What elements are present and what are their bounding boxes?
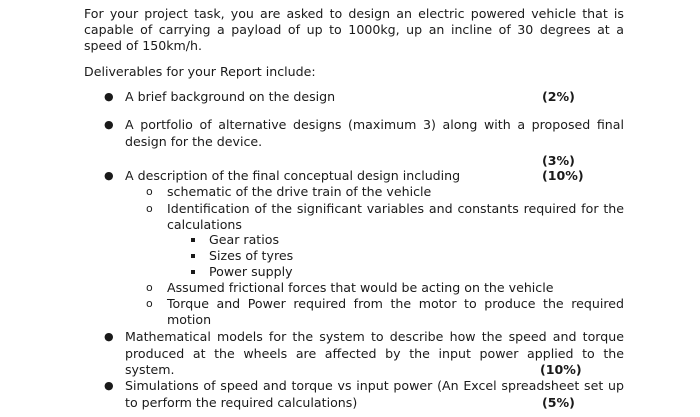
square-bullet-icon xyxy=(191,238,195,242)
bullet-icon: ● xyxy=(104,90,114,103)
sub-torque-line-2: motion xyxy=(167,312,212,327)
item-simulations-line-1: Simulations of speed and torque vs input power (An Excel spreadsheet set up xyxy=(125,378,624,393)
subsub-sizes-of-tyres: Sizes of tyres xyxy=(209,248,294,263)
item-background-text: A brief background on the design xyxy=(125,89,336,104)
subsub-gear-ratios: Gear ratios xyxy=(209,232,280,247)
sub-torque-line-1: Torque and Power required from the motor to produce the required xyxy=(167,296,624,311)
subsub-power-supply: Power supply xyxy=(209,264,293,279)
bullet-icon: ● xyxy=(104,169,114,182)
item-background-pct: (2%) xyxy=(542,89,575,104)
sub-schematic: schematic of the drive train of the vehicle xyxy=(167,184,432,199)
item-mathematical-pct: (10%) xyxy=(540,362,582,377)
sub-identification-line-1: Identification of the significant variables and constants required for the xyxy=(167,201,624,216)
circle-bullet-icon: o xyxy=(146,297,153,310)
intro-line-1: For your project task, you are asked to design an electric powered vehicle that is xyxy=(84,6,624,21)
sub-identification-line-2: calculations xyxy=(167,217,242,232)
intro-line-3: speed of 150km/h. xyxy=(84,38,203,53)
item-mathematical-line-3: system. xyxy=(125,362,175,377)
item-portfolio-pct: (3%) xyxy=(542,153,575,168)
deliverables-heading: Deliverables for your Report include: xyxy=(84,64,316,79)
bullet-icon: ● xyxy=(104,118,114,131)
item-simulations-pct: (5%) xyxy=(542,395,575,410)
square-bullet-icon xyxy=(191,270,195,274)
item-portfolio-line-2: design for the device. xyxy=(125,134,263,149)
square-bullet-icon xyxy=(191,254,195,258)
item-simulations-line-2: to perform the required calculations) xyxy=(125,395,358,410)
intro-line-2: capable of carrying a payload of up to 1000kg, up an incline of 30 degrees at a xyxy=(84,22,624,37)
item-mathematical-line-2: produced at the wheels are affected by the input power applied to the xyxy=(125,346,624,361)
item-description-pct: (10%) xyxy=(542,168,584,183)
sub-frictional: Assumed frictional forces that would be acting on the vehicle xyxy=(167,280,554,295)
circle-bullet-icon: o xyxy=(146,281,153,294)
circle-bullet-icon: o xyxy=(146,185,153,198)
item-description-text: A description of the final conceptual design including xyxy=(125,168,461,183)
bullet-icon: ● xyxy=(104,379,114,392)
bullet-icon: ● xyxy=(104,330,114,343)
circle-bullet-icon: o xyxy=(146,202,153,215)
item-portfolio-line-1: A portfolio of alternative designs (maximum 3) along with a proposed final xyxy=(125,117,624,132)
item-mathematical-line-1: Mathematical models for the system to describe how the speed and torque xyxy=(125,329,624,344)
